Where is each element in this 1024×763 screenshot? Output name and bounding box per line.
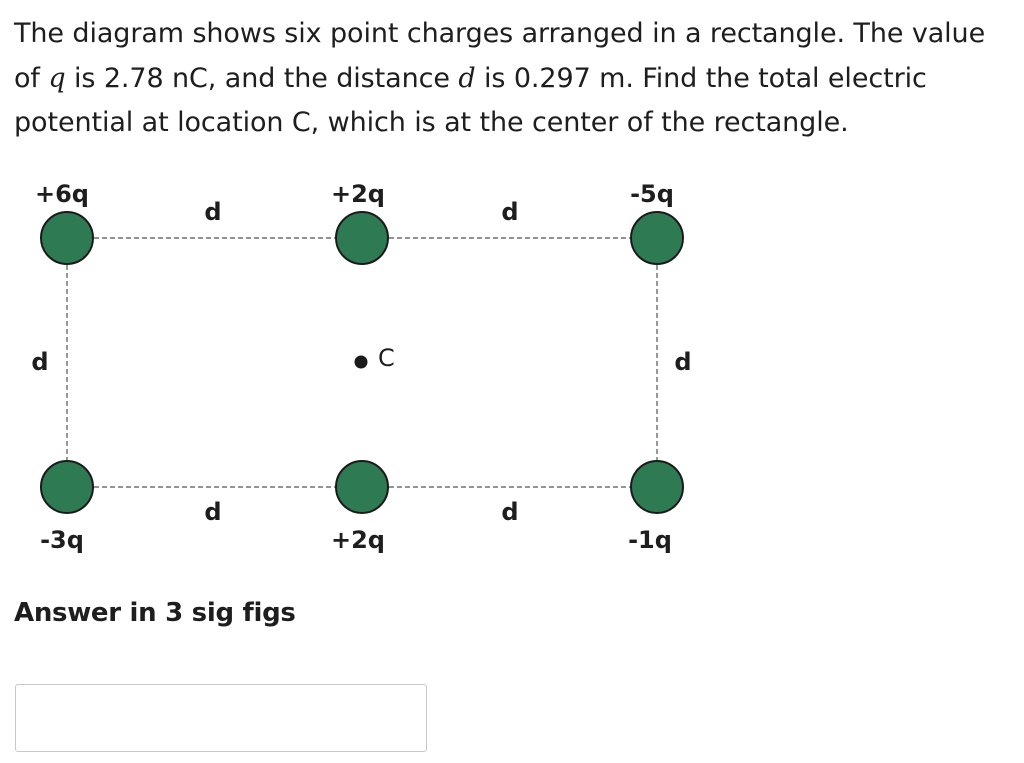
- charge-top-right: [631, 212, 683, 264]
- center-point: [355, 356, 368, 369]
- variable-d: d: [458, 62, 476, 94]
- charge-label-bottom-right: -1q: [628, 526, 672, 554]
- charge-label-bottom-middle: +2q: [331, 526, 385, 554]
- charge-bottom-left: [41, 461, 93, 513]
- distance-label-right: d: [674, 348, 692, 376]
- instruction-text: Answer in 3 sig figs: [14, 598, 296, 628]
- charge-top-middle: [336, 212, 388, 264]
- distance-label-bottom-right: d: [501, 498, 519, 526]
- answer-input[interactable]: [15, 684, 427, 752]
- question-text-c: is 0.297 m. Find the total electric potential at location C, which is at the center of the rectangle.: [14, 62, 927, 138]
- charge-label-bottom-left: -3q: [40, 526, 84, 554]
- charge-label-top-middle: +2q: [331, 180, 385, 208]
- distance-label-top-left: d: [204, 198, 222, 226]
- center-label: C: [378, 344, 395, 372]
- question-text-b: is 2.78 nC, and the distance: [65, 62, 459, 94]
- charge-top-left: [41, 212, 93, 264]
- distance-label-left: d: [31, 348, 49, 376]
- variable-q: q: [48, 62, 66, 94]
- distance-label-top-right: d: [501, 198, 519, 226]
- charge-label-top-left: +6q: [35, 180, 89, 208]
- distance-label-bottom-left: d: [204, 498, 222, 526]
- charge-bottom-right: [631, 461, 683, 513]
- charge-bottom-middle: [336, 461, 388, 513]
- question-text-a: The diagram shows six point charges arranged in a rectangle. The value of: [14, 18, 986, 94]
- charge-label-top-right: -5q: [630, 180, 674, 208]
